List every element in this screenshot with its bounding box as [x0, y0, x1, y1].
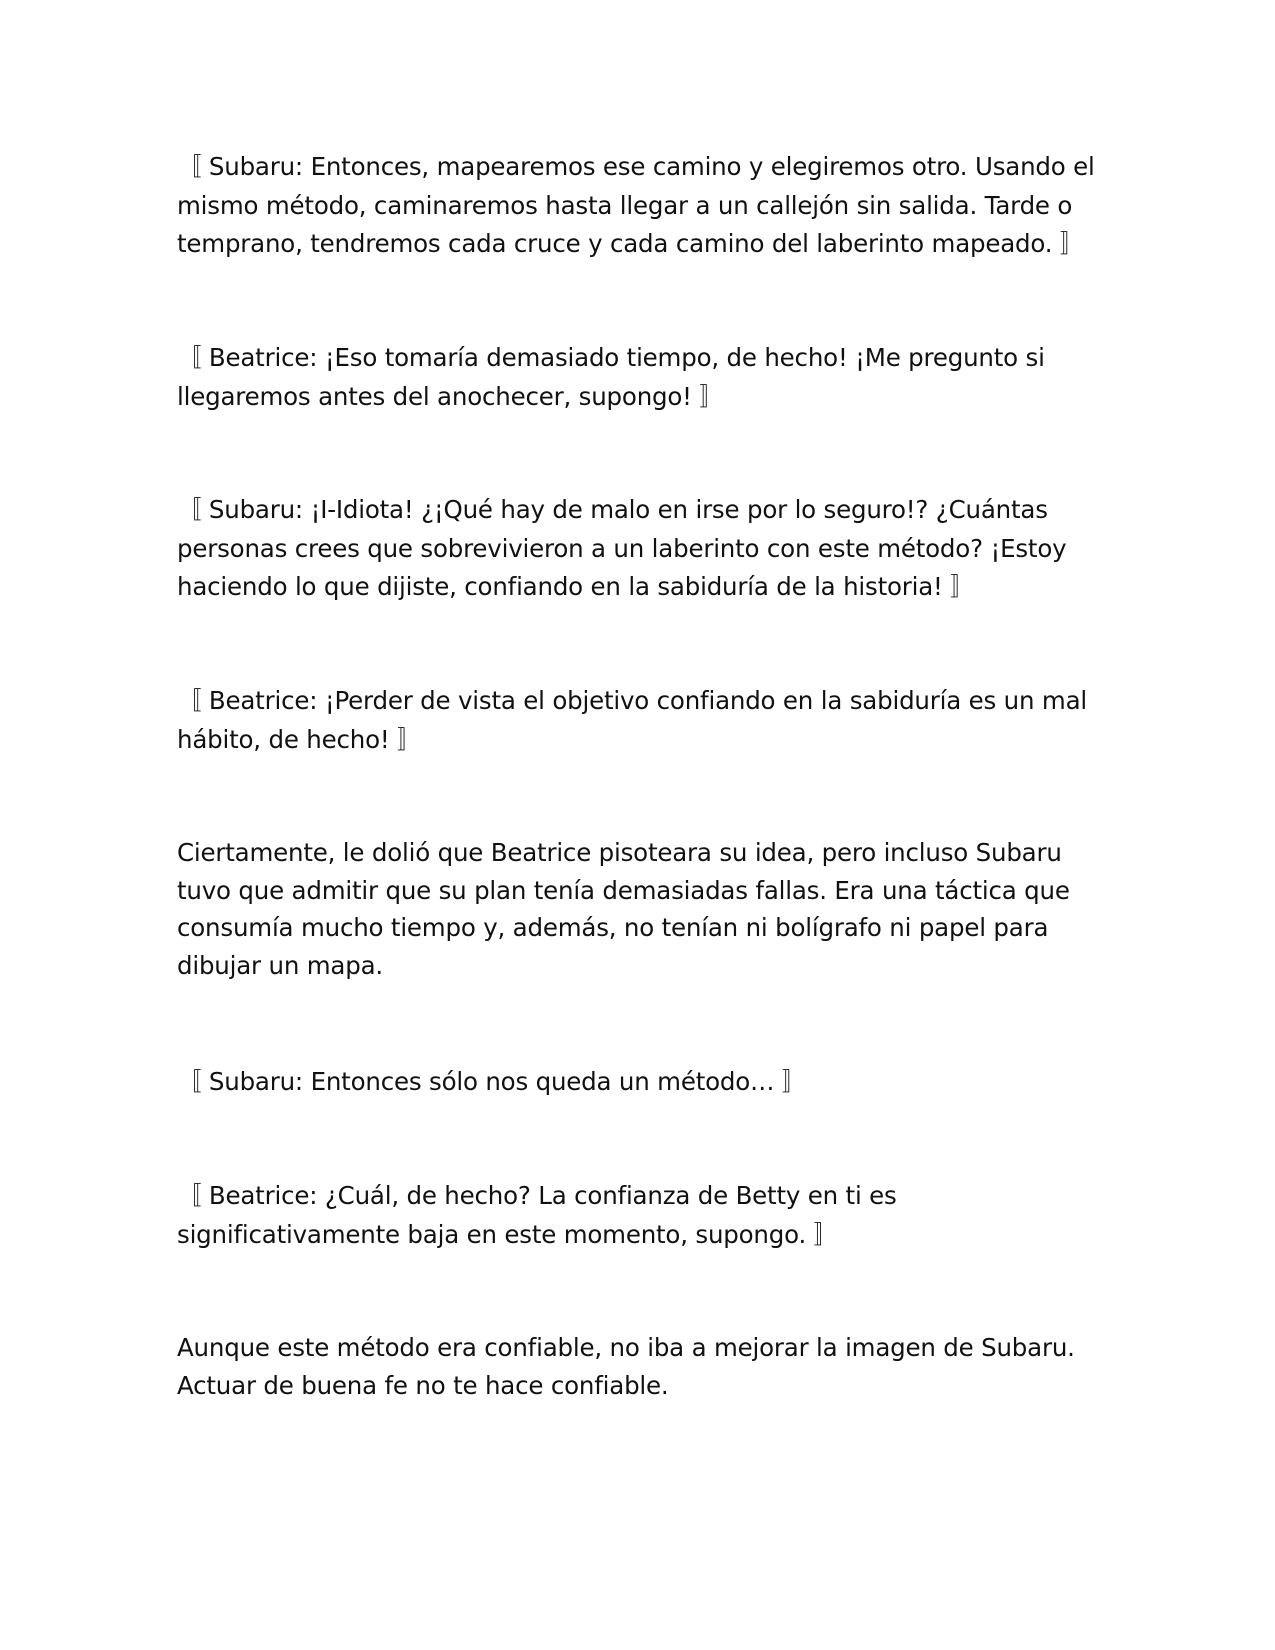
dialogue-paragraph-subaru-3: 〚 Subaru: Entonces sólo nos queda un método… 〛	[177, 1067, 807, 1096]
dialogue-paragraph-subaru-2: 〚 Subaru: ¡I-Idiota! ¿¡Qué hay de malo en irse por lo seguro!? ¿Cuántas personas crees que sobrevivieron a un laberinto con este método? ¡Estoy haciendo lo que dijiste, confiando en la sabiduría de la historia! 〛	[177, 495, 1067, 601]
dialogue-paragraph-beatrice-2: 〚 Beatrice: ¡Perder de vista el objetivo confiando en la sabiduría es un mal hábito, de hecho! 〛	[177, 686, 1087, 754]
narration-paragraph-2: Aunque este método era confiable, no iba a mejorar la imagen de Subaru. Actuar de buena fe no te hace confiable.	[177, 1333, 1075, 1400]
dialogue-paragraph-subaru-1: 〚 Subaru: Entonces, mapearemos ese camino y elegiremos otro. Usando el mismo método, caminaremos hasta llegar a un callejón sin salida. Tarde o temprano, tendremos cada cruce y cada camino del laberinto mapeado. 〛	[177, 152, 1095, 258]
dialogue-paragraph-beatrice-3: 〚 Beatrice: ¿Cuál, de hecho? La confianza de Betty en ti es significativamente baja en este momento, supongo. 〛	[177, 1181, 897, 1249]
dialogue-paragraph-beatrice-1: 〚 Beatrice: ¡Eso tomaría demasiado tiempo, de hecho! ¡Me pregunto si llegaremos antes del anochecer, supongo! 〛	[177, 343, 1045, 411]
narration-paragraph-1: Ciertamente, le dolió que Beatrice pisoteara su idea, pero incluso Subaru tuvo que admitir que su plan tenía demasiadas fallas. Era una táctica que consumía mucho tiempo y, además, no tenían ni bolígrafo ni papel para dibujar un mapa.	[177, 838, 1070, 980]
